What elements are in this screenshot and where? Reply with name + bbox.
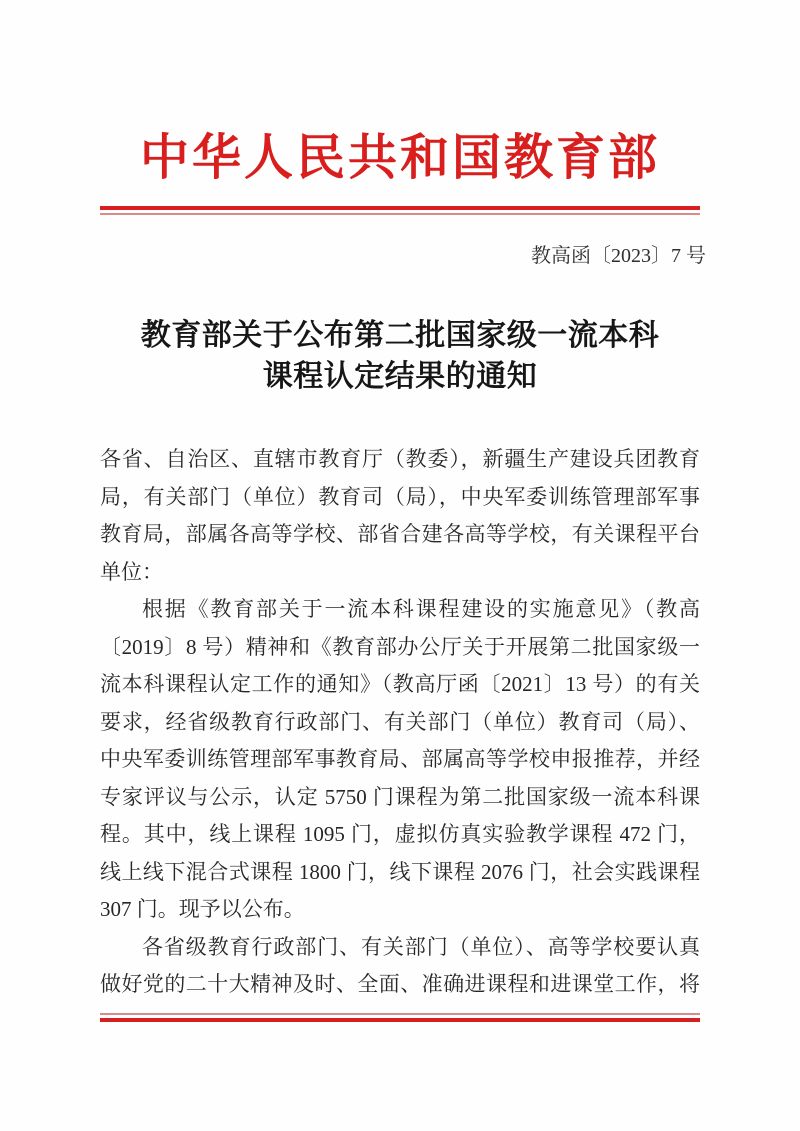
body-line: 各省、自治区、直辖市教育厅（教委），新疆生产建设兵团教育 — [100, 447, 700, 471]
body-line: 局，有关部门（单位）教育司（局），中央军委训练管理部军事 — [100, 484, 700, 509]
body-line: 根据《教育部关于一流本科课程建设的实施意见》（教高 — [142, 597, 700, 621]
document-number: 教高函〔2023〕7 号 — [531, 245, 706, 267]
body-line: 线上线下混合式课程 1800 门，线下课程 2076 门，社会实践课程 — [100, 859, 700, 884]
body-line: 程。其中，线上课程 1095 门，虚拟仿真实验教学课程 472 门， — [100, 822, 700, 846]
footer-divider — [100, 1013, 700, 1022]
body-line: 做好党的二十大精神及时、全面、准确进课程和进课堂工作，将 — [100, 972, 700, 996]
body-line: 中央军委训练管理部军事教育局、部属高等学校申报推荐，并经 — [100, 747, 700, 771]
body-line: 307 门。现予以公布。 — [100, 897, 305, 921]
body-line: 要求，经省级教育行政部门、有关部门（单位）教育司（局）、 — [100, 709, 700, 734]
body-line: 专家评议与公示，认定 5750 门课程为第二批国家级一流本科课 — [100, 784, 700, 809]
body-line: 〔2019〕8 号）精神和《教育部办公厅关于开展第二批国家级一 — [100, 634, 700, 659]
header-divider-thin-line — [100, 213, 700, 215]
body-line: 流本科课程认定工作的通知》（教高厅函〔2021〕13 号）的有关 — [100, 672, 700, 696]
notice-title-line-1: 教育部关于公布第二批国家级一流本科 — [140, 319, 660, 352]
notice-title-line-2: 课程认定结果的通知 — [262, 360, 538, 393]
notice-title — [0, 315, 800, 397]
footer-divider-thick-line — [100, 1018, 700, 1022]
header-divider — [100, 206, 700, 215]
ministry-letterhead-title: 中华人民共和国教育部 — [139, 130, 660, 185]
body-line: 各省级教育行政部门、有关部门（单位）、高等学校要认真 — [142, 934, 700, 959]
body-line: 教育局，部属各高等学校、部省合建各高等学校，有关课程平台 — [100, 522, 700, 546]
document-body — [100, 441, 700, 1004]
body-line: 单位： — [100, 559, 163, 584]
